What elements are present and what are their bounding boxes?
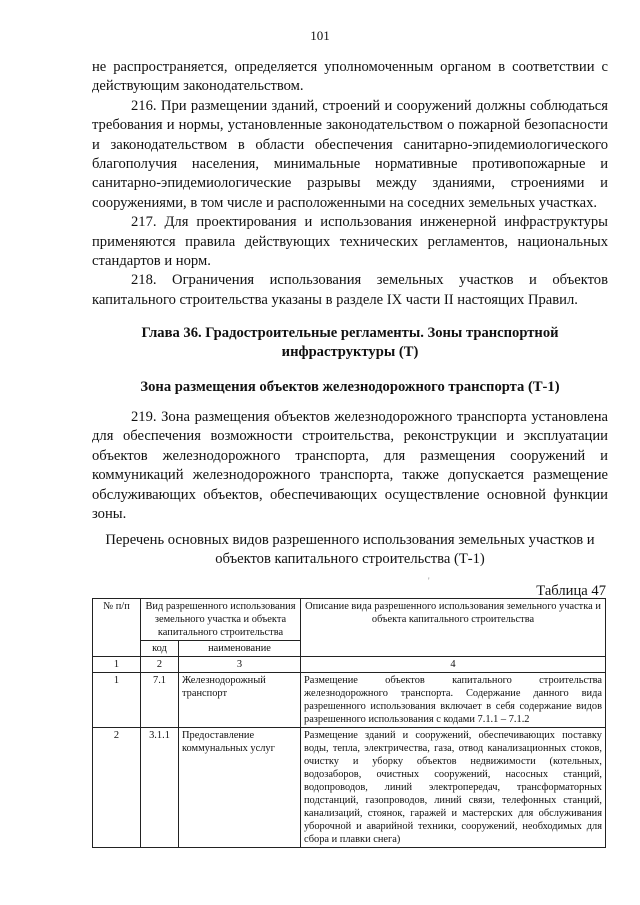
zone-heading: Зона размещения объектов железнодорожного транспорта (Т-1) <box>140 379 560 395</box>
row-code: 3.1.1 <box>141 728 179 848</box>
table-row <box>93 673 606 728</box>
header-name: наименование <box>179 641 301 657</box>
uses-table <box>92 598 606 848</box>
row-code: 7.1 <box>141 673 179 728</box>
col-number: 4 <box>301 657 606 673</box>
col-number: 1 <box>93 657 141 673</box>
header-kind: Вид разрешенного использования земельного участка и объекта капитального строительства <box>141 599 301 641</box>
row-desc: Размещение объектов капитального строительства железнодорожного транспорта. Содержание данного вида разрешенного использования включает в себя содержание видов разрешенного использования с кодами 7.1.1 – 7.1.2 <box>301 673 606 728</box>
chapter-heading: Глава 36. Градостроительные регламенты. Зоны транспортной инфраструктуры (Т) <box>141 325 559 361</box>
body-text-219 <box>92 408 608 524</box>
row-name: Предоставление коммунальных услуг <box>179 728 301 848</box>
paragraph-219: 219. Зона размещения объектов железнодорожного транспорта установлена для обеспечения возможности строительства, реконструкции и эксплуатации объектов железнодорожного транспорта, для размещения сооружений и коммуникаций железнодорожного транспорта, также допускается размещение обслуживающих объектов, обеспечивающих осуществление основной функции зоны. <box>92 409 608 523</box>
paragraph-217: 217. Для проектирования и использования инженерной инфраструктуры применяются правила действующих технических регламентов, национальных стандартов и норм. <box>92 214 608 270</box>
paragraph-218: 218. Ограничения использования земельных участков и объектов капитального строительства указаны в разделе IX части II настоящих Правил. <box>92 272 608 308</box>
page-number: 101 <box>310 28 330 43</box>
paragraph-216: 216. При размещении зданий, строений и сооружений должны соблюдаться требования и нормы, установленные законодательством о пожарной безопасности и законодательством в области обеспечения санитарно-эпидемиологического благополучия населения, минимальные нормативные противопожарные и санитарно-эпидемиологические разрывы между зданиями, строениями и сооружениями, в том числе и расположенными на соседних земельных участках. <box>92 97 608 211</box>
row-desc: Размещение зданий и сооружений, обеспечивающих поставку воды, тепла, электричества, газа, отвод канализационных стоков, очистку и уборку объектов недвижимости (котельных, водозаборов, очистных сооружений, насосных станций, водопроводов, линий электропередач, трансформаторных подстанций, газопроводов, линий связи, телефонных станций, канализаций, стоянок, гаражей и мастерских для обслуживания уборочной и аварийной техники, сооружений, необходимых для сбора и плавки снега) <box>301 728 606 848</box>
row-name: Железнодорожный транспорт <box>179 673 301 728</box>
paragraph-continuation: не распространяется, определяется уполномоченным органом в соответствии с действующим законодательством. <box>92 59 608 95</box>
list-title: Перечень основных видов разрешенного использования земельных участков и объектов капитального строительства (Т-1) <box>105 532 595 568</box>
col-number: 2 <box>141 657 179 673</box>
row-num: 2 <box>93 728 141 848</box>
header-num: № п/п <box>93 599 141 657</box>
column-number-row <box>93 657 606 673</box>
header-code: код <box>141 641 179 657</box>
table-row <box>93 728 606 848</box>
table-label: Таблица 47 <box>536 583 606 599</box>
header-desc: Описание вида разрешенного использования земельного участка и объекта капитального строительства <box>301 599 606 657</box>
body-text <box>92 58 608 310</box>
scan-mark: ' <box>428 576 430 586</box>
row-num: 1 <box>93 673 141 728</box>
col-number: 3 <box>179 657 301 673</box>
